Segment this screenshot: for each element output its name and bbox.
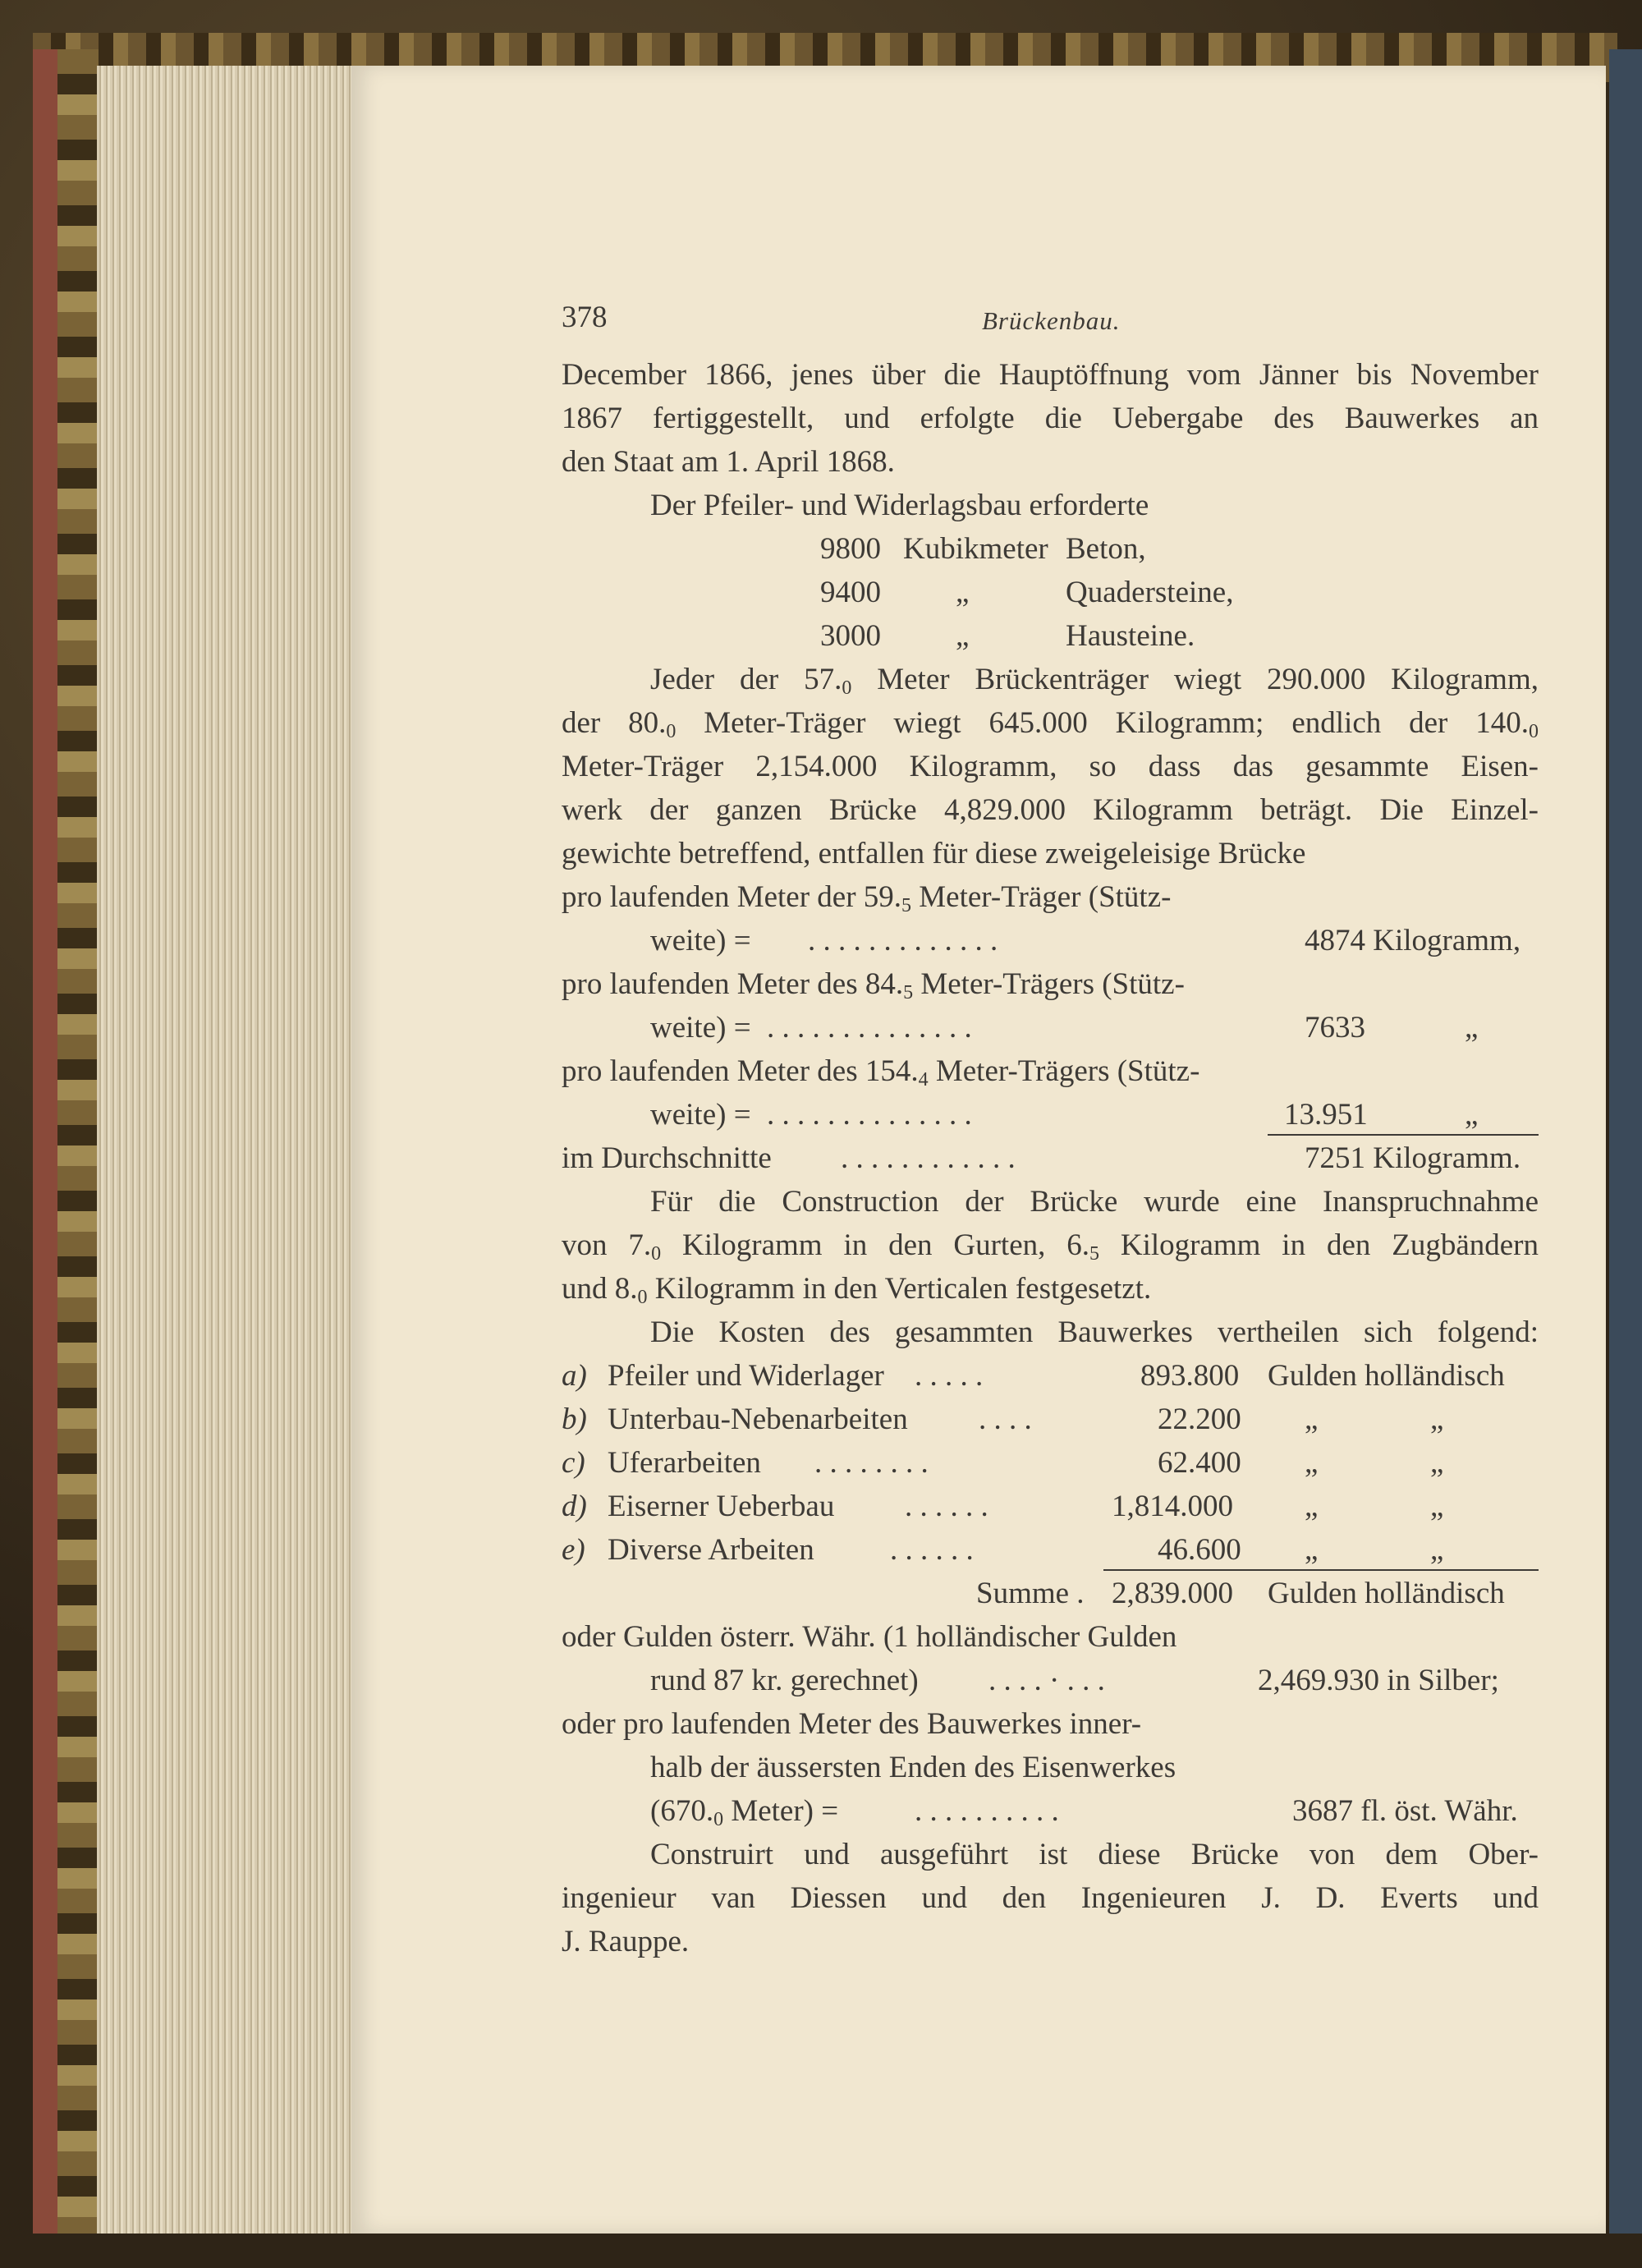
running-title: Brückenbau. <box>982 306 1121 335</box>
page-number: 378 <box>562 301 608 334</box>
text-line: Meter-Träger 2,154.000 Kilogramm, so dass das gesammte Eisen- <box>562 750 1539 783</box>
cost-row: c) Uferarbeiten . . . . . . . . 62.400 „ „ <box>562 1441 1539 1485</box>
text-line: 1867 fertiggestellt, und erfolgte die Uebergabe des Bauwerkes an <box>562 402 1539 435</box>
cost-amount: 1,814.000 <box>1112 1490 1233 1523</box>
text-line: Die Kosten des gesammten Bauwerkes vertheilen sich folgend: <box>650 1315 1539 1349</box>
material-qty: 3000 <box>820 619 881 653</box>
text-line: pro laufenden Meter des $84._5$ Meter-Trägers (Stütz- <box>562 967 1185 1003</box>
value-row: weite) = . . . . . . . . . . . . . . 7633 „ <box>562 1006 1539 1049</box>
sum-amount: 2,839.000 <box>1112 1577 1233 1610</box>
material-row <box>562 571 1539 614</box>
material-row <box>562 614 1539 658</box>
cost-row: e) Diverse Arbeiten . . . . . . 46.600 „ „ <box>562 1528 1539 1572</box>
cost-row: a) Pfeiler und Widerlager . . . . . 893.800 Gulden holländisch <box>562 1354 1539 1398</box>
cost-amount: 46.600 <box>1158 1533 1241 1567</box>
value: 4874 Kilogramm, <box>1305 924 1521 957</box>
value: 13.951 <box>1284 1098 1368 1132</box>
text-line: halb der äussersten Enden des Eisenwerkes <box>650 1751 1176 1784</box>
text-line: werk der ganzen Brücke 4,829.000 Kilogramm beträgt. Die Einzel- <box>562 793 1539 827</box>
material-unit: „ <box>956 619 970 653</box>
text-line: und $8._0$ Kilogramm in den Verticalen festgesetzt. <box>562 1272 1152 1308</box>
sum-row: Summe . 2,839.000 Gulden holländisch <box>562 1572 1539 1615</box>
value: 3687 fl. öst. Währ. <box>1292 1794 1518 1828</box>
cost-amount: 62.400 <box>1158 1446 1241 1480</box>
material-qty: 9800 <box>820 532 881 566</box>
average-row: im Durchschnitte . . . . . . . . . . . . 7251 Kilogramm. <box>562 1136 1539 1180</box>
value: 7633 <box>1305 1011 1365 1044</box>
text-line: gewichte betreffend, entfallen für diese zweigeleisige Brücke <box>562 837 1306 870</box>
text-line: Construirt und ausgeführt ist diese Brücke von dem Ober- <box>650 1838 1539 1871</box>
text-line: von $7._0$ Kilogramm in den Gurten, $6._5$ Kilogramm in den Zugbändern <box>562 1228 1539 1265</box>
material-unit: „ <box>956 576 970 609</box>
text-line: pro laufenden Meter des $154._4$ Meter-Trägers (Stütz- <box>562 1054 1200 1090</box>
text-line: der $80._0$ Meter-Träger wiegt 645.000 Kilogramm; endlich der $140._0$ <box>562 706 1539 742</box>
material-qty: 9400 <box>820 576 881 609</box>
text-line: Der Pfeiler- und Widerlagsbau erforderte <box>650 489 1149 522</box>
text-line: oder pro laufenden Meter des Bauwerkes inner- <box>562 1707 1142 1741</box>
page-header <box>562 296 1539 353</box>
value-row: rund 87 kr. gerechnet) . . . . · . . . 2,469.930 in Silber; <box>562 1659 1539 1702</box>
value: 7251 Kilogramm. <box>1305 1141 1521 1175</box>
material-name: Beton, <box>1066 532 1146 566</box>
text-line: den Staat am 1. April 1868. <box>562 445 895 479</box>
text-line: Jeder der $57._0$ Meter Brückenträger wiegt 290.000 Kilogramm, <box>650 663 1539 699</box>
value: 2,469.930 in Silber; <box>1258 1664 1499 1697</box>
leather-spine <box>33 49 57 2234</box>
cost-amount: 893.800 <box>1140 1359 1240 1393</box>
text-line: December 1866, jenes über die Hauptöffnung vom Jänner bis November <box>562 358 1539 392</box>
text-line: Für die Construction der Brücke wurde eine Inanspruchnahme <box>650 1185 1539 1219</box>
material-name: Hausteine. <box>1066 619 1195 653</box>
cover-edge-right <box>1609 49 1642 2234</box>
text-line: oder Gulden österr. Währ. (1 holländischer Gulden <box>562 1620 1177 1654</box>
value-row: weite) = . . . . . . . . . . . . . 4874 Kilogramm, <box>562 919 1539 962</box>
material-name: Quadersteine, <box>1066 576 1234 609</box>
material-unit: Kubikmeter <box>903 532 1048 566</box>
text-line: J. Rauppe. <box>562 1925 690 1958</box>
page-text <box>562 296 1539 1963</box>
value-row: weite) = . . . . . . . . . . . . . . 13.951 „ <box>562 1093 1539 1136</box>
cost-row: b) Unterbau-Nebenarbeiten . . . . 22.200 „ „ <box>562 1398 1539 1441</box>
material-row <box>562 527 1539 571</box>
cost-amount: 22.200 <box>1158 1403 1241 1436</box>
value-row: ($670._0$ Meter) = . . . . . . . . . . 3687 fl. öst. Währ. <box>562 1789 1539 1833</box>
page-edges <box>97 66 351 2234</box>
sum-rule <box>1268 1134 1539 1136</box>
sum-rule <box>1103 1569 1539 1571</box>
text-line: ingenieur van Diessen und den Ingenieuren J. D. Everts und <box>562 1881 1539 1915</box>
text-line: pro laufenden Meter der $59._5$ Meter-Träger (Stütz- <box>562 880 1172 916</box>
cost-row: d) Eiserner Ueberbau . . . . . . 1,814.000 „ „ <box>562 1485 1539 1528</box>
